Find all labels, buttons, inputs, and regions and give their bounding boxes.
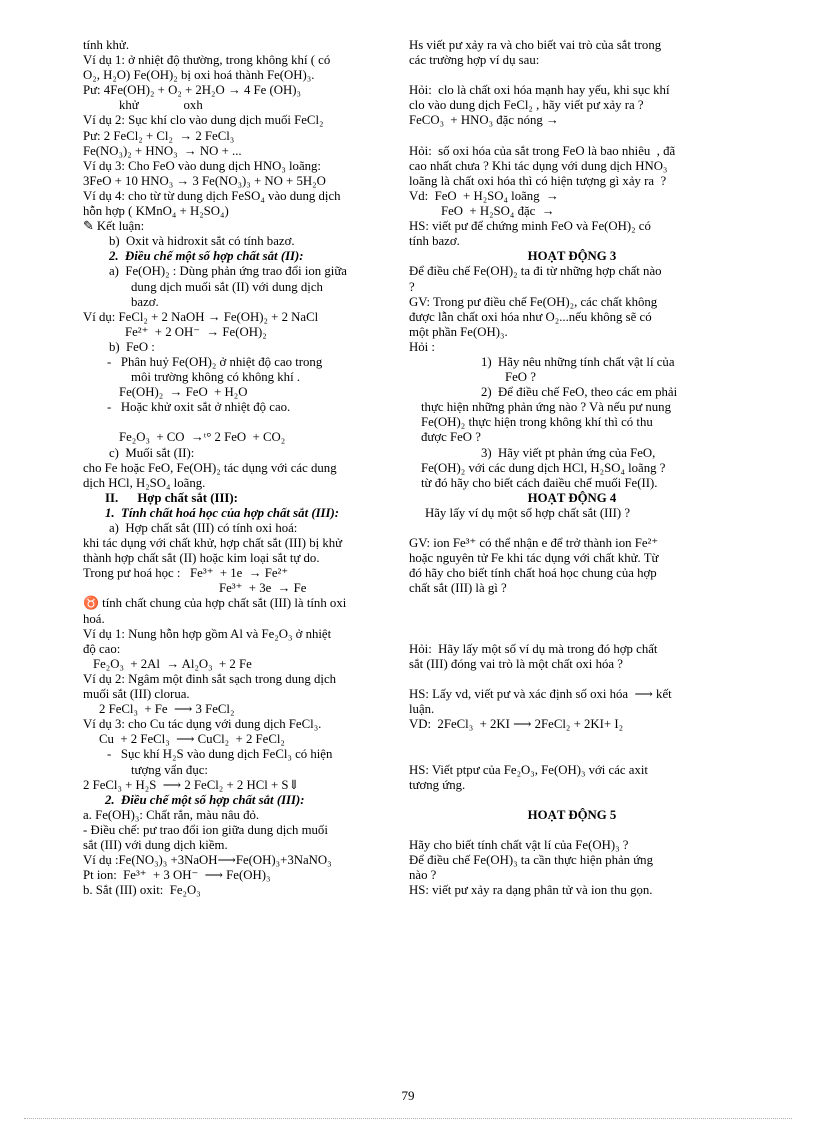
left-text-line: Ví dụ 1: Nung hỗn hợp gồm Al và Fe₂O₃ ở nhiệt (83, 626, 332, 641)
left-text-line: 2 FeCl₃ + Fe ⟶ 3 FeCl₂ (99, 702, 235, 717)
left-text-line: Ví dụ :Fe(NO₃)₃ +3NaOH⟶Fe(OH)₃+3NaNO₃ (83, 853, 332, 868)
left-text-line: - Sục khí H₂S vào dung dịch FeCl₃ có hiện (107, 747, 333, 762)
left-text-line: bazơ. (131, 294, 159, 309)
blank-line (409, 612, 735, 627)
right-text-line: thực hiện những phản ứng nào ? Và nếu pư nung (421, 400, 671, 415)
right-text-line: luận. (409, 702, 435, 717)
left-text-line: c) Muối sắt (II): (109, 445, 195, 460)
blank-line (409, 823, 735, 838)
left-text-line: sắt (III) với dung dịch kiềm. (83, 837, 228, 852)
left-text-line: muối sắt (III) clorua. (83, 687, 190, 702)
blank-line (409, 732, 735, 747)
left-text-line: hỗn hợp ( KMnO₄ + H₂SO₄) (83, 204, 229, 219)
right-text-line: đó hãy cho biết tính chất hoá học chung của hợp (409, 566, 657, 581)
right-text-line: sắt (III) đóng vai trò là một chất oxi hóa ? (409, 656, 623, 671)
left-text-line: O₂, H₂O) Fe(OH)₂ bị oxi hoá thành Fe(OH)₃. (83, 68, 315, 83)
right-text-line: HS: Viết ptpư của Fe₂O₃, Fe(OH)₃ với các axit (409, 762, 648, 777)
right-text-line: Hỏi : (409, 339, 435, 354)
left-text-line: - Hoặc khử oxit sắt ở nhiệt độ cao. (107, 400, 291, 415)
right-text-line: 1) Hãy nêu những tính chất vật lí của (481, 354, 675, 369)
left-text-line: 3FeO + 10 HNO₃ → 3 Fe(NO₃)₃ + NO + 5H₂O (83, 173, 326, 188)
right-column (409, 38, 735, 898)
left-text-line: ♉ tính chất chung của hợp chất sắt (III) là tính oxi (83, 596, 347, 611)
left-text-line: khử oxh (119, 98, 203, 113)
left-text-line: b) FeO : (109, 339, 155, 354)
right-text-line: Fe(OH)₂ với các dung dịch HCl, H₂SO₄ loãng ? (421, 460, 666, 475)
left-text-line: - Điều chế: pư trao đổi ion giữa dung dịch muối (83, 822, 328, 837)
right-text-line: Hs viết pư xảy ra và cho biết vai trò của sắt trong (409, 38, 662, 52)
right-text-line: FeO ? (505, 370, 536, 385)
right-text-line: Hãy cho biết tính chất vật lí của Fe(OH)₃ ? (409, 837, 629, 852)
right-text-line: Hỏi: số oxi hóa của sắt trong FeO là bao nhiêu , đã (409, 143, 676, 158)
blank-line (409, 68, 735, 83)
activity-heading: HOẠT ĐỘNG 4 (527, 490, 617, 505)
right-text-line: các trường hợp ví dụ sau: (409, 53, 540, 68)
left-text-line: - Phân huỷ Fe(OH)₂ ở nhiệt độ cao trong (107, 354, 323, 369)
section-heading: 2. Điều chế một số hợp chất sắt (III): (105, 792, 305, 807)
page-number: 79 (401, 1088, 415, 1103)
right-text-line: một phần Fe(OH)₃. (409, 324, 508, 339)
left-text-line: Fe₂O₃ + 2Al → Al₂O₃ + 2 Fe (93, 656, 252, 671)
left-text-line: Ví dụ 3: cho Cu tác dụng với dung dịch FeCl₃. (83, 717, 322, 732)
left-text-line: Ví dụ 2: Sục khí clo vào dung dịch muối FeCl₂ (83, 113, 324, 128)
left-text-line: hoá. (83, 611, 105, 626)
right-text-line: ? (409, 279, 415, 294)
left-text-line: ✎ Kết luận: (83, 219, 145, 234)
left-column (83, 38, 409, 898)
blank-line (409, 129, 735, 144)
left-text-line: Fe₂O₃ + CO →ᵗ° 2 FeO + CO₂ (119, 430, 286, 445)
right-text-line: Fe(OH)₂ thực hiện trong không khí thì có thu (421, 415, 653, 430)
right-text-line: Vd: FeO + H₂SO₄ loãng → (409, 188, 559, 203)
left-text-line: b. Sắt (III) oxit: Fe₂O₃ (83, 883, 201, 898)
right-text-line: được lẫn chất oxi hóa như O₂...nếu không sẽ có (409, 309, 652, 324)
left-text-line: môi trường không có không khí . (131, 370, 301, 385)
blank-line (409, 793, 735, 808)
left-text-line: Pt ion: Fe³⁺ + 3 OH⁻ ⟶ Fe(OH)₃ (83, 868, 271, 883)
right-text-line: HS: Lấy vd, viết pư và xác định số oxi hóa ⟶ kết (409, 687, 672, 702)
left-text-line: Fe(NO₃)₂ + HNO₃ → NO + ... (83, 143, 242, 158)
footer-divider (24, 1118, 792, 1119)
left-text-line: Fe(OH)₂ → FeO + H₂O (119, 385, 248, 400)
left-text-line: cho Fe hoặc FeO, Fe(OH)₂ tác dụng với các dung (83, 460, 337, 475)
left-text-line: a. Fe(OH)₃: Chất rắn, màu nâu đỏ. (83, 807, 260, 822)
left-text-line: độ cao: (83, 641, 121, 656)
blank-line (409, 521, 735, 536)
left-text-line: a) Fe(OH)₂ : Dùng phản ứng trao đổi ion giữa (109, 264, 347, 279)
right-text-line: Hỏi: Hãy lấy một số ví dụ mà trong đó hợp chất (409, 641, 658, 656)
left-text-line: Ví dụ 2: Ngâm một đinh sắt sạch trong dung dịch (83, 671, 337, 686)
activity-heading: HOẠT ĐỘNG 3 (527, 249, 617, 264)
right-text-line: HS: viết pư xảy ra dạng phân tử và ion thu gọn. (409, 883, 653, 898)
left-text-line: dung dịch muối sắt (II) với dung dịch (131, 279, 323, 294)
left-text-line: tượng vẩn đục: (131, 762, 208, 777)
right-text-line: chất sắt (III) là gì ? (409, 581, 507, 596)
right-text-line: từ đó hãy cho biết cách đaiều chế muối Fe(II). (421, 475, 658, 490)
blank-line (83, 415, 409, 430)
right-text-line: FeO + H₂SO₄ đặc → (441, 204, 555, 219)
right-text-line: 3) Hãy viết pt phản ứng của FeO, (481, 445, 656, 460)
left-text-line: Fe³⁺ + 3e → Fe (219, 581, 307, 596)
right-text-line: Để điều chế Fe(OH)₂ ta đi từ những hợp chất nào (409, 264, 662, 279)
left-text-line: a) Hợp chất sắt (III) có tính oxi hoá: (109, 521, 298, 535)
activity-heading: HOẠT ĐỘNG 5 (527, 807, 617, 822)
right-text-line: GV: Trong pư điều chế Fe(OH)₂, các chất không (409, 294, 658, 309)
right-text-line: loãng là chất oxi hóa thì có hiện tượng gì xảy ra ? (409, 173, 667, 188)
left-text-line: b) Oxit và hidroxit sắt có tính bazơ. (109, 234, 295, 249)
left-text-line: Cu + 2 FeCl₃ ⟶ CuCl₂ + 2 FeCl₂ (99, 732, 285, 747)
right-text-line: Để điều chế Fe(OH)₃ ta cần thực hiện phản ứng (409, 853, 653, 868)
right-text-line: Hãy lấy ví dụ một số hợp chất sắt (III) ? (425, 505, 631, 520)
blank-line (409, 627, 735, 642)
left-text-line: khi tác dụng với chất khử, hợp chất sắt (III) bị khử (83, 536, 343, 551)
right-text-line: cao nhất chưa ? Khi tác dụng với dung dịch HNO₃ (409, 158, 668, 173)
left-text-line: dịch HCl, H₂SO₄ loãng. (83, 475, 206, 490)
left-text-line: 2 FeCl₃ + H₂S ⟶ 2 FeCl₂ + 2 HCl + S⇓ (83, 777, 300, 792)
left-text-line: Ví dụ 3: Cho FeO vào dung dịch HNO₃ loãng: (83, 158, 321, 173)
left-text-line: thành hợp chất sắt (II) hoặc kim loại sắt tự do. (83, 551, 320, 566)
right-text-line: VD: 2FeCl₃ + 2KI ⟶ 2FeCl₂ + 2KI+ I₂ (409, 717, 624, 732)
left-text-line: Ví dụ 4: cho từ từ dung dịch FeSO₄ vào dung dịch (83, 188, 341, 203)
section-heading: II. Hợp chất sắt (III): (105, 490, 238, 505)
right-text-line: tương ứng. (409, 777, 466, 792)
right-text-line: nào ? (409, 868, 437, 883)
right-text-line: FeCO₃ + HNO₃ đặc nóng → (409, 113, 559, 128)
section-heading: 1. Tính chất hoá học của hợp chất sắt (III): (105, 505, 340, 520)
left-text-line: Fe²⁺ + 2 OH⁻ → Fe(OH)₂ (125, 324, 267, 339)
right-text-line: tính bazơ. (409, 234, 460, 249)
left-text-line: Ví dụ 1: ở nhiệt độ thường, trong không khí ( có (83, 53, 331, 68)
section-heading: 2. Điều chế một số hợp chất sắt (II): (109, 249, 304, 264)
right-text-line: được FeO ? (421, 430, 481, 445)
right-text-line: GV: ion Fe³⁺ có thể nhận e để trở thành ion Fe²⁺ (409, 536, 659, 551)
right-text-line: Hỏi: clo là chất oxi hóa mạnh hay yếu, khi sục khí (409, 83, 670, 98)
right-text-line: HS: viết pư để chứng minh FeO và Fe(OH)₂ có (409, 219, 651, 234)
blank-line (409, 747, 735, 762)
left-text-line: Ví dụ: FeCl₂ + 2 NaOH → Fe(OH)₂ + 2 NaCl (83, 309, 319, 324)
right-text-line: hoặc nguyên tử Fe khi tác dụng với chất khử. Từ (409, 551, 659, 566)
blank-line (409, 672, 735, 687)
left-text-line: Trong pư hoá học : Fe³⁺ + 1e → Fe²⁺ (83, 566, 289, 581)
blank-line (409, 596, 735, 611)
left-text-line: Pư: 2 FeCl₂ + Cl₂ → 2 FeCl₃ (83, 128, 235, 143)
right-text-line: clo vào dung dịch FeCl₂ , hãy viết pư xảy ra ? (409, 98, 644, 113)
left-text-line: Pư: 4Fe(OH)₂ + O₂ + 2H₂O → 4 Fe (OH)₃ (83, 83, 302, 98)
left-text-line: tính khử. (83, 38, 130, 52)
right-text-line: 2) Để điều chế FeO, theo các em phải (481, 385, 678, 400)
